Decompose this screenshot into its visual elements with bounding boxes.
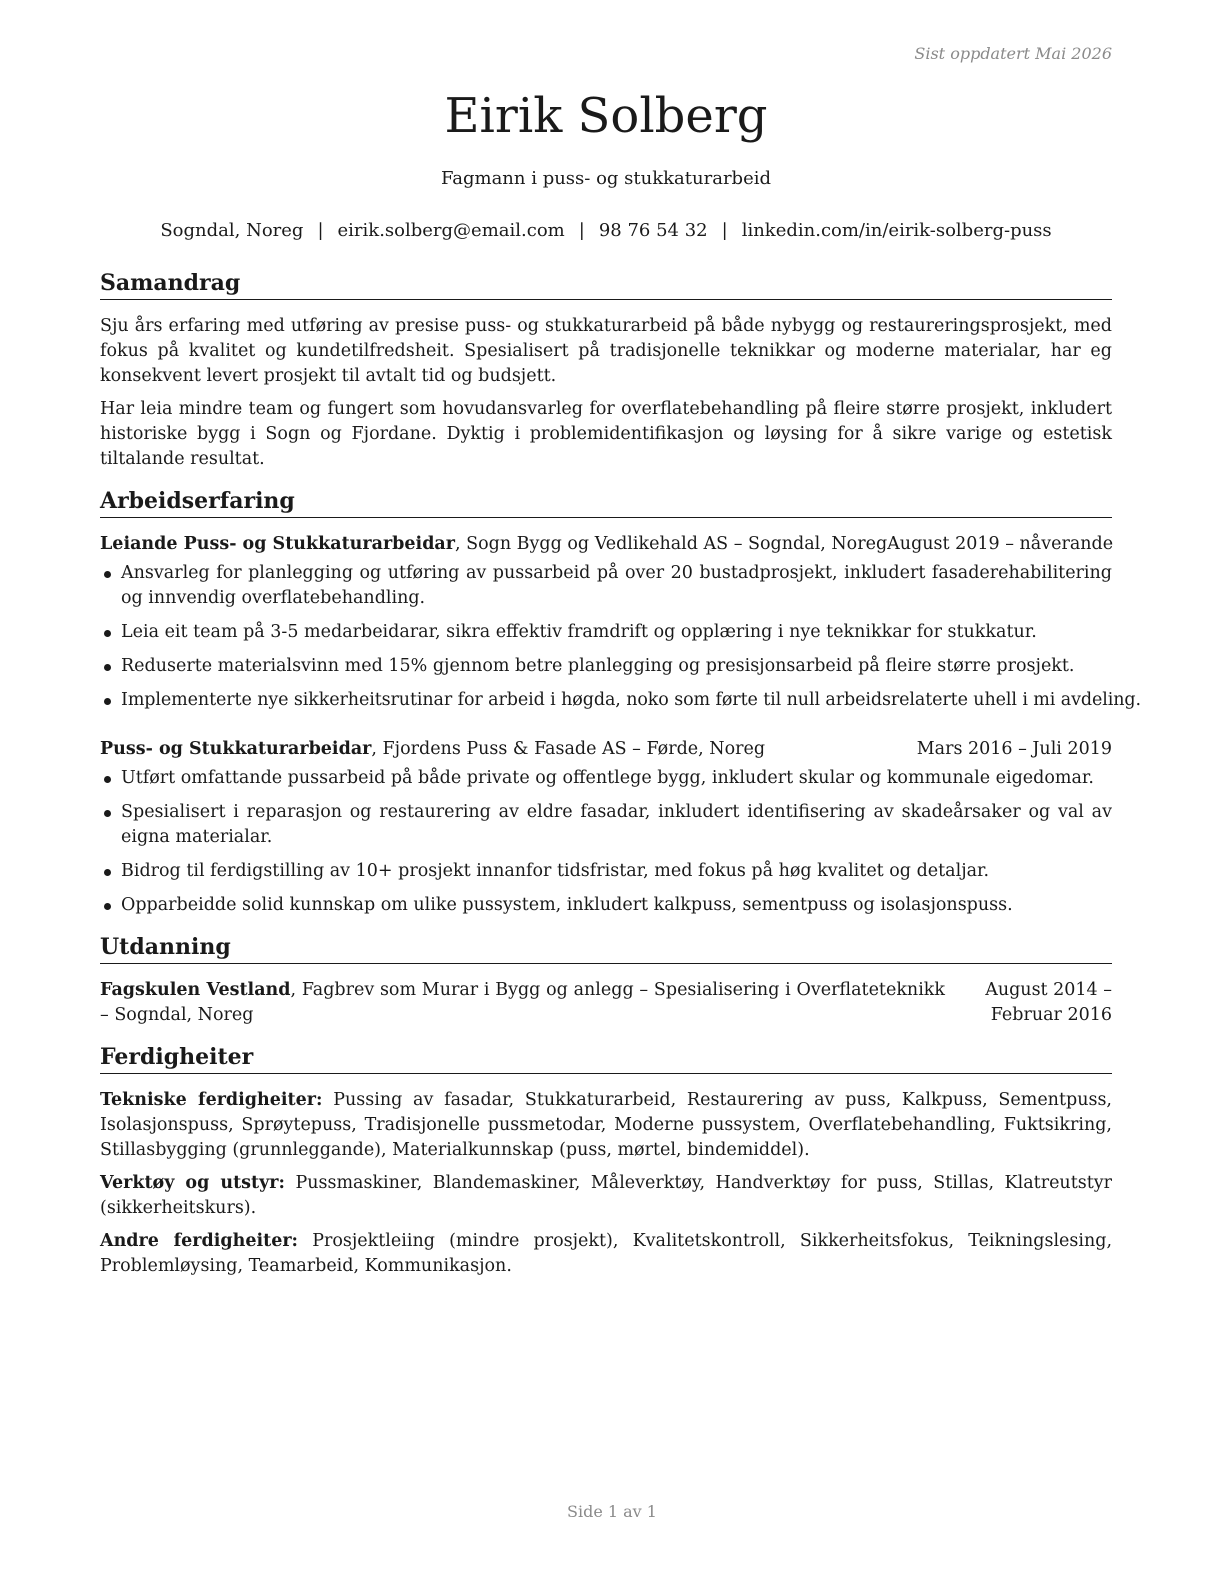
job-bullet: Leia eit team på 3-5 medarbeidarar, sikra effektiv framdrift og opplæring i nye teknikkar for stukkatur.: [100, 620, 1112, 645]
contact-linkedin[interactable]: linkedin.com/in/eirik-solberg-puss: [741, 220, 1052, 241]
contact-phone: 98 76 54 32: [598, 220, 708, 241]
skill-group-text: Pussmaskiner, Blandemaskiner, Måleverktøy, Handverktøy for puss, Stillas, Klatreutstyr (sikkerheitskurs).: [100, 1173, 1112, 1218]
skill-group: [100, 1171, 1112, 1221]
job-position: [100, 532, 887, 557]
education-description: [100, 978, 945, 1028]
job-dates: Mars 2016 – Juli 2019: [916, 739, 1112, 759]
skill-group-text: Prosjektleiing (mindre prosjekt), Kvalitetskontroll, Sikkerheitsfokus, Teikningslesing, Problemløysing, Teamarbeid, Kommunikasjon.: [100, 1231, 1113, 1276]
contact-line: [100, 219, 1112, 243]
section-title-summary: Samandrag: [100, 268, 1112, 300]
section-title-experience: Arbeidserfaring: [100, 486, 1112, 518]
job-bullet: Opparbeidde solid kunnskap om ulike pussystem, inkludert kalkpuss, sementpuss og isolasjonspuss.: [100, 893, 1112, 918]
job-position: [100, 737, 765, 762]
page-number: Side 1 av 1: [567, 1502, 657, 1521]
job-company: , Sogn Bygg og Vedlikehald AS – Sogndal, Noreg: [455, 534, 888, 554]
job-bullet: Reduserte materialsvinn med 15% gjennom betre planlegging og presisjonsarbeid på fleire større prosjekt.: [100, 654, 1112, 679]
education-dates: August 2014 – Februar 2016: [985, 980, 1112, 1025]
job-bullets: [100, 766, 1112, 918]
skill-group: [100, 1229, 1112, 1279]
job-bullet: Utført omfattande pussarbeid på både private og offentlege bygg, inkludert skular og kommunale eigedomar.: [100, 766, 1112, 791]
candidate-name: Eirik Solberg: [444, 88, 768, 144]
job-header: [100, 532, 1112, 557]
summary-section: [100, 314, 1112, 472]
skill-group-text: Pussing av fasadar, Stukkaturarbeid, Restaurering av puss, Kalkpuss, Sementpuss, Isolasjonspuss, Sprøytepuss, Tradisjonelle pussmetodar, Moderne pussystem, Overflatebehandling, Fuktsikring, Stillasbygging (grunnleggande), Materialkunnskap (puss, mørtel, bindemiddel).: [100, 1090, 1112, 1160]
contact-email[interactable]: eirik.solberg@email.com: [337, 220, 565, 241]
job-bullets: [100, 561, 1141, 713]
contact-separator: |: [578, 220, 585, 241]
job-role: Leiande Puss- og Stukkaturarbeidar: [100, 534, 455, 554]
candidate-title: Fagmann i puss- og stukkaturarbeid: [440, 168, 771, 189]
contact-location: Sogndal, Noreg: [160, 220, 304, 241]
education-school: Fagskulen Vestland: [100, 980, 291, 1000]
education-entry: [100, 978, 1112, 1028]
job-entry: [100, 532, 1141, 713]
last-updated-note: Sist oppdatert Mai 2026: [914, 44, 1112, 63]
job-entry: [100, 737, 1112, 918]
section-title-education: Utdanning: [100, 932, 1112, 964]
job-company: , Fjordens Puss & Fasade AS – Førde, Noreg: [371, 739, 766, 759]
skill-group: [100, 1088, 1112, 1163]
job-bullet: Ansvarleg for planlegging og utføring av pussarbeid på over 20 bustadprosjekt, inkludert fasaderehabilitering og innvendig overflatebehandling.: [100, 561, 1112, 611]
job-dates: August 2019 – nåverande: [887, 534, 1114, 554]
resume-content: [100, 268, 1141, 1279]
job-bullet: Bidrog til ferdigstilling av 10+ prosjekt innanfor tidsfristar, med fokus på høg kvalitet og detaljar.: [100, 859, 1112, 884]
skill-group-label: Tekniske ferdigheiter:: [100, 1090, 323, 1110]
skill-group-label: Andre ferdigheiter:: [100, 1231, 299, 1251]
job-role: Puss- og Stukkaturarbeidar: [100, 739, 372, 759]
section-title-skills: Ferdigheiter: [100, 1042, 1112, 1074]
education-detail: , Fagbrev som Murar i Bygg og anlegg – Spesialisering i Overflateteknikk – Sogndal, Noreg: [100, 980, 945, 1025]
contact-separator: |: [721, 220, 728, 241]
summary-paragraph: Har leia mindre team og fungert som hovudansvarleg for overflatebehandling på fleire større prosjekt, inkludert historiske bygg i Sogn og Fjordane. Dyktig i problemidentifikasjon og løysing for å sikre varige og estetisk tiltalande resultat.: [100, 399, 1112, 469]
resume-page: [100, 0, 1141, 1584]
contact-separator: |: [317, 220, 324, 241]
skill-group-label: Verktøy og utstyr:: [100, 1173, 285, 1193]
job-bullet: Spesialisert i reparasjon og restaurering av eldre fasadar, inkludert identifisering av skadeårsaker og val av eigna materialar.: [100, 800, 1112, 850]
job-bullet: Implementerte nye sikkerheitsrutinar for arbeid i høgda, noko som førte til null arbeidsrelaterte uhell i mi avdeling.: [100, 688, 1112, 713]
job-header: [100, 737, 1112, 762]
skills-section: [100, 1088, 1112, 1279]
summary-paragraph: Sju års erfaring med utføring av presise puss- og stukkaturarbeid på både nybygg og restaureringsprosjekt, med fokus på kvalitet og kundetilfredsheit. Spesialisert på tradisjonelle teknikkar og moderne materialar, har eg konsekvent levert prosjekt til avtalt tid og budsjett.: [100, 316, 1112, 386]
